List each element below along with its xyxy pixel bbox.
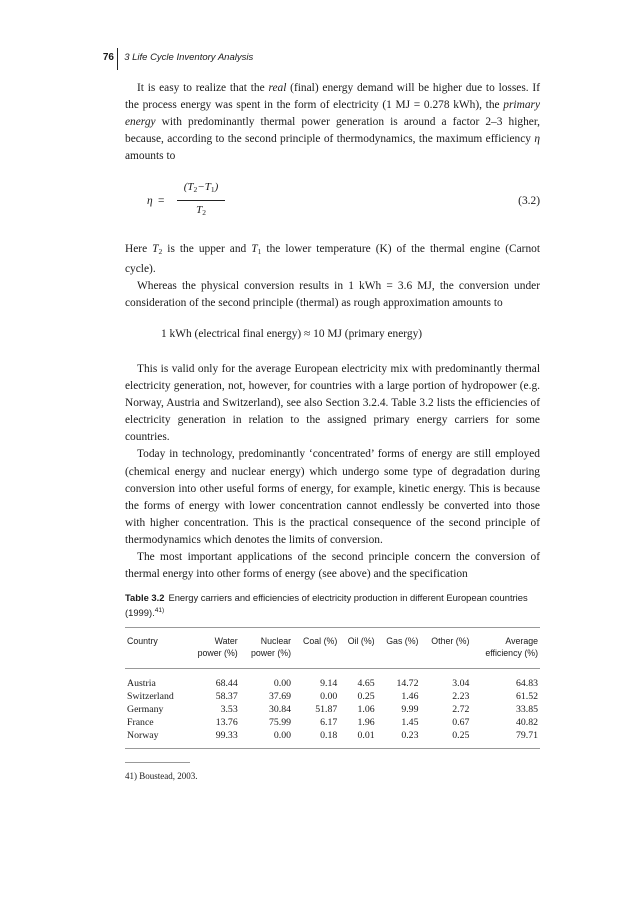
footnote-rule [125,762,190,763]
fraction-denominator: $T_2$ [196,203,206,217]
table-header-row [125,628,540,669]
table-row: Germany 3.53 30.84 51.87 1.06 9.99 2.72 33.85 [127,704,538,716]
fraction-bar [177,200,225,201]
equation-number: (3.2) [518,195,540,208]
page-number: 76 [102,52,114,63]
table-row: Austria 68.44 0.00 9.14 4.65 14.72 3.04 64.83 [127,678,538,690]
fraction-numerator: $(T_2-T_1)$ [183,181,219,195]
equation-3-2 [125,177,540,229]
running-header [90,50,253,70]
col-header: Other (%) [420,628,471,669]
col-header: Coal (%) [293,628,339,669]
equation-lhs: η [147,195,153,208]
col-header: Oil (%) [339,628,376,669]
col-header: Average efficiency (%) [471,628,540,669]
energy-table [125,627,540,749]
paragraph-6: The most important applications of the second principle concern the conversion of thermal energy into other forms of energy (see above) and the specification [125,550,540,581]
conversion-statement: 1 kWh (electrical final energy) ≈ 10 MJ (primary energy) [161,327,423,340]
paragraph-2: Here $T_2$ is the upper and $T_1$ the lower temperature (K) of the thermal engine (Carnot cycle). [125,243,540,275]
table-row: Norway 99.33 0.00 0.18 0.01 0.23 0.25 79.71 [125,729,540,749]
col-header: Water power (%) [186,628,239,669]
chapter-title: 3 Life Cycle Inventory Analysis [124,52,254,63]
footnote: 41) Boustead, 2003. [125,771,198,782]
paragraph-5: Today in technology, predominantly ‘concentrated’ forms of energy are still employed (chemical energy and nuclear energy) which undergo some type of degradation during conversion into other useful forms of energy, for example, kinetic energy. This is because the forms of energy with lower concentration cannot endlessly be converted into those with higher concentration. This is the practical consequence of the second principle of thermodynamics which denotes the limits of conversion. [125,448,540,546]
table-row: Switzerland 58.37 37.69 0.00 0.25 1.46 2.23 61.52 [127,691,538,703]
footnote-ref: 41) [154,607,165,615]
col-header: Gas (%) [377,628,421,669]
paragraph-4: This is valid only for the average European electricity mix with predominantly thermal electricity generation, not, however, for countries with a large portion of hydropower (e.g. Norway, Austria and Switzerland), see also Section 3.2.4. Table 3.2 lists the efficiencies of electricity generation in relation to the assigned primary energy carriers for some countries. [125,362,540,444]
equation-equals: = [158,195,165,208]
col-header: Nuclear power (%) [240,628,293,669]
main-text [125,80,540,785]
paragraph-1: It is easy to realize that the real (final) energy demand will be higher due to losses. If the process energy was spent in the form of electricity (1 MJ = 0.278 kWh), the primary energy with predominantly thermal power generation is around a factor 2–3 higher, because, according to the second principle of thermodynamics, the maximum efficiency η amounts to [125,82,540,163]
table-caption: Table 3.2 Energy carriers and efficiencies of electricity production in different European countries (1999).$^{41)}$ [125,592,528,619]
paragraph-3: Whereas the physical conversion results in 1 kWh = 3.6 MJ, the conversion under consideration of the second principle (thermal) as rough approximation amounts to [125,279,540,309]
equation-fraction [177,179,225,220]
col-header: Country [125,628,186,669]
table-label: Table 3.2 [125,592,165,604]
table-row: France 13.76 75.99 6.17 1.96 1.45 0.67 40.82 [127,717,538,729]
